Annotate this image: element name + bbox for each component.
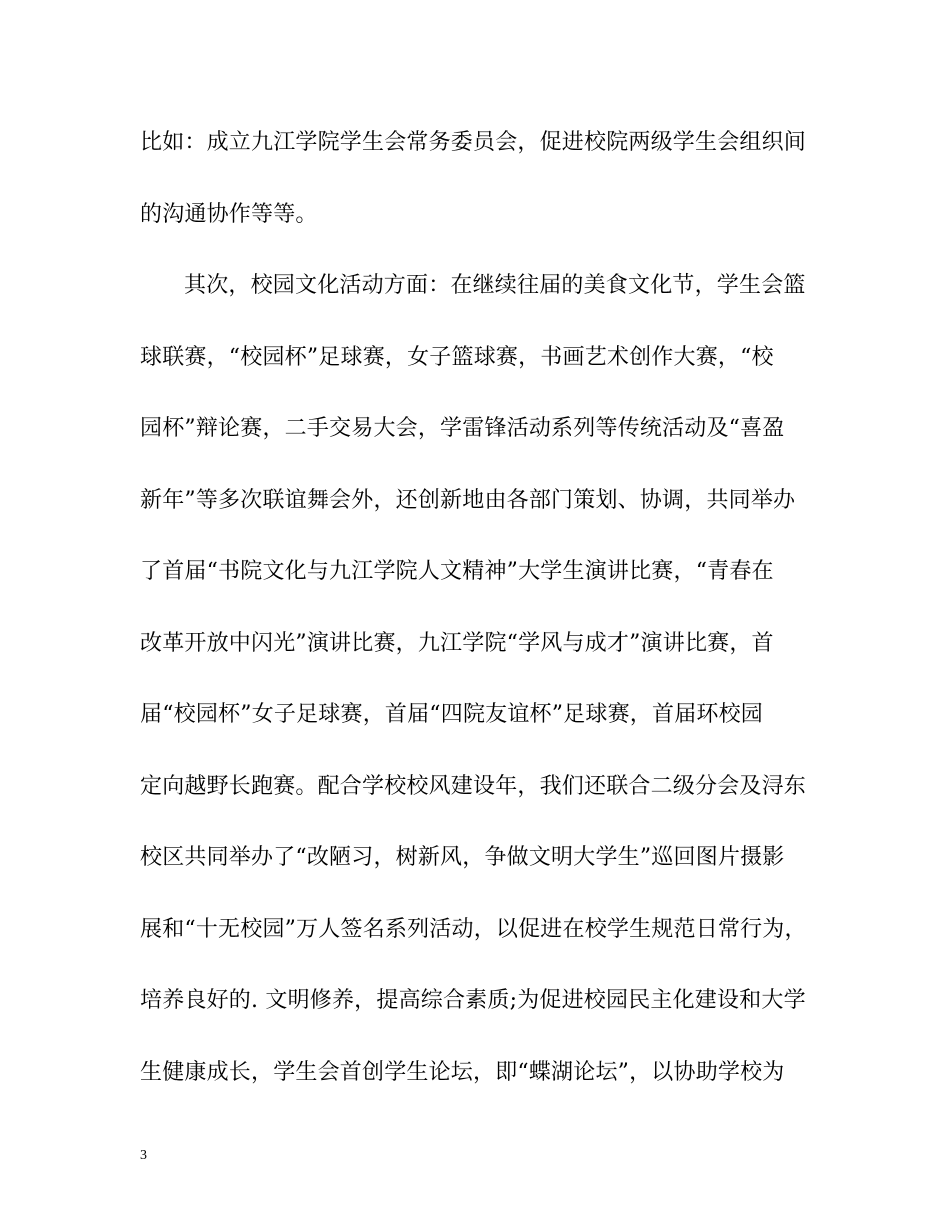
page-number: 3	[140, 1148, 147, 1163]
text-line: 培养良好的. 文明修养，提高综合素质;为促进校园民主化建设和大学	[140, 988, 806, 1013]
text-line: 比如：成立九江学院学生会常务委员会，促进校院两级学生会组织间	[140, 130, 807, 155]
text-line: 新年”等多次联谊舞会外，还创新地由各部门策划、协调，共同举办	[140, 488, 796, 513]
text-line: 校区共同举办了“改陋习，树新风，争做文明大学生”巡回图片摄影	[140, 845, 785, 870]
text-line: 改革开放中闪光”演讲比赛，九江学院“学风与成才”演讲比赛，首	[140, 631, 774, 656]
text-line: 了首届“书院文化与九江学院人文精神”大学生演讲比赛，“青春在	[140, 559, 774, 584]
text-line: 球联赛，“校园杯”足球赛，女子篮球赛，书画艺术创作大赛，“校	[140, 345, 774, 370]
text-line: 园杯”辩论赛，二手交易大会，学雷锋活动系列等传统活动及“喜盈	[140, 416, 785, 441]
text-line: 生健康成长，学生会首创学生论坛，即“蝶湖论坛”，以协助学校为	[140, 1060, 785, 1085]
text-line: 展和“十无校园”万人签名系列活动，以促进在校学生规范日常行为，	[140, 917, 807, 942]
text-line: 的沟通协作等等。	[140, 202, 318, 227]
paragraph-start-line: 其次，校园文化活动方面：在继续往届的美食文化节，学生会篮	[184, 273, 806, 298]
text-line: 届“校园杯”女子足球赛，首届“四院友谊杯”足球赛，首届环校园	[140, 702, 763, 727]
text-line: 定向越野长跑赛。配合学校校风建设年，我们还联合二级分会及浔东	[140, 774, 807, 799]
